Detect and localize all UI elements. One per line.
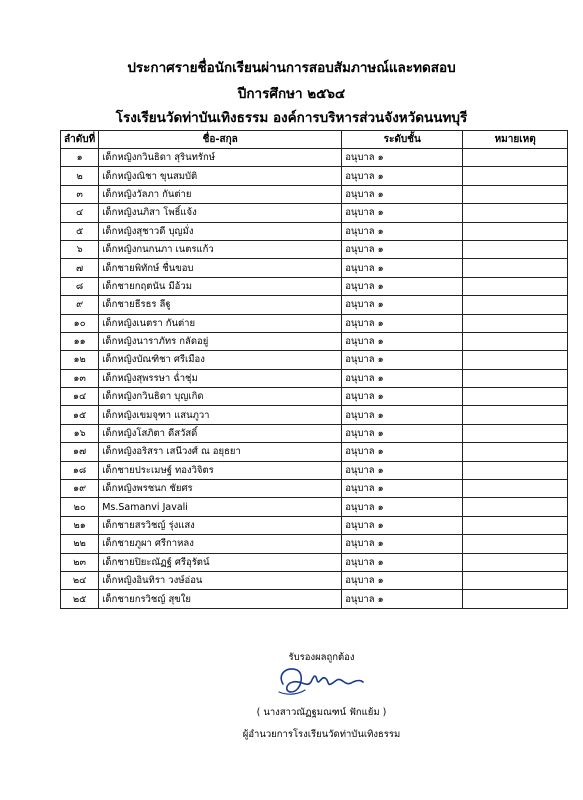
announcement-title: ประกาศรายชื่อนักเรียนผ่านการสอบสัมภาษณ์และทดสอบ [127,60,456,76]
academic-year: ปีการศึกษา ๒๕๖๔ [237,86,346,102]
row-number: ๑๘ [61,461,99,479]
signer-name: ( นางสาวณัฏฐมณฑน์ ฟักแย้ม ) [256,707,387,718]
table-row [61,351,568,369]
signer-position: ผู้อำนวยการโรงเรียนวัดท่าบันเทิงธรรม [242,729,401,740]
student-name: เด็กหญิงพรชนก ชัยศร [99,480,342,498]
remark [463,406,568,424]
row-number: ๒๓ [61,553,99,571]
remark [463,296,568,314]
row-number: ๒๑ [61,516,99,534]
row-number: ๑ [61,149,99,167]
row-number: ๘ [61,277,99,295]
student-name: เด็กหญิงกนกนภา เนตรแก้ว [99,240,342,258]
row-number: ๑๖ [61,424,99,442]
student-name: เด็กหญิงอริสรา เสนีวงศ์ ณ อยุธยา [99,443,342,461]
grade-level: อนุบาล ๑ [342,149,463,167]
row-number: ๖ [61,240,99,258]
remark [463,167,568,185]
grade-level: อนุบาล ๑ [342,369,463,387]
column-header-level: ระดับชั้น [342,131,463,149]
remark [463,351,568,369]
row-number: ๑๓ [61,369,99,387]
grade-level: อนุบาล ๑ [342,406,463,424]
remark [463,424,568,442]
student-name: เด็กหญิงโสภิตา ดีสวัสดิ์ [99,424,342,442]
table-row [61,516,568,534]
grade-level: อนุบาล ๑ [342,185,463,203]
student-name: เด็กหญิงอินทิรา วงษ์อ่อน [99,571,342,589]
remark [463,204,568,222]
row-number: ๒๕ [61,590,99,608]
grade-level: อนุบาล ๑ [342,204,463,222]
grade-level: อนุบาล ๑ [342,351,463,369]
grade-level: อนุบาล ๑ [342,277,463,295]
student-name: เด็กหญิงสุชาวดี บุญมั่ง [99,222,342,240]
column-header-name: ชื่อ-สกุล [99,131,342,149]
student-name: Ms.Samanvi Javali [99,498,342,516]
remark [463,277,568,295]
table-row [61,553,568,571]
row-number: ๑๗ [61,443,99,461]
student-name: เด็กชายพิทักษ์ ชื่นขอบ [99,259,342,277]
row-number: ๗ [61,259,99,277]
student-name: เด็กชายธีรธร ลีฐู [99,296,342,314]
remark [463,461,568,479]
table-row [61,369,568,387]
remark [463,332,568,350]
row-number: ๕ [61,222,99,240]
grade-level: อนุบาล ๑ [342,296,463,314]
row-number: ๒๐ [61,498,99,516]
student-name: เด็กหญิงนภิสา โพธิ์แจ้ง [99,204,342,222]
student-name: เด็กหญิงวัลภา กันต่าย [99,185,342,203]
remark [463,388,568,406]
certification-text: รับรองผลถูกต้อง [288,652,355,663]
table-row [61,590,568,608]
table-row [61,149,568,167]
student-name: เด็กชายกรวิชญ์ สุขใย [99,590,342,608]
table-row [61,204,568,222]
remark [463,498,568,516]
row-number: ๒๔ [61,571,99,589]
remark [463,480,568,498]
grade-level: อนุบาล ๑ [342,480,463,498]
remark [463,149,568,167]
grade-level: อนุบาล ๑ [342,498,463,516]
remark [463,443,568,461]
table-row [61,443,568,461]
school-name: โรงเรียนวัดท่าบันเทิงธรรม องค์การบริหารส่วนจังหวัดนนทบุรี [115,110,468,126]
grade-level: อนุบาล ๑ [342,259,463,277]
table-row [61,498,568,516]
student-name: เด็กชายกฤตนัน มีอ้วม [99,277,342,295]
row-number: ๑๙ [61,480,99,498]
table-row [61,332,568,350]
table-row [61,480,568,498]
table-row [61,277,568,295]
student-name: เด็กหญิงเขมจุฑา แสนภูวา [99,406,342,424]
remark [463,571,568,589]
remark [463,369,568,387]
row-number: ๒๒ [61,535,99,553]
column-header-number: ลำดับที่ [61,131,99,149]
table-row [61,424,568,442]
row-number: ๑๐ [61,314,99,332]
table-row [61,296,568,314]
student-roster-table [60,130,568,609]
row-number: ๑๕ [61,406,99,424]
row-number: ๒ [61,167,99,185]
student-name: เด็กหญิงณิชา ขุนสมบัติ [99,167,342,185]
grade-level: อนุบาล ๑ [342,461,463,479]
remark [463,535,568,553]
row-number: ๑๒ [61,351,99,369]
grade-level: อนุบาล ๑ [342,590,463,608]
row-number: ๔ [61,204,99,222]
student-name: เด็กหญิงนาราภัทร กลัดอยู่ [99,332,342,350]
student-name: เด็กหญิงสุพรรษา ฉ่ำชุ่ม [99,369,342,387]
grade-level: อนุบาล ๑ [342,516,463,534]
table-row [61,535,568,553]
remark [463,553,568,571]
table-row [61,406,568,424]
student-name: เด็กหญิงกวินธิดา บุญเกิด [99,388,342,406]
remark [463,314,568,332]
remark [463,222,568,240]
table-row [61,571,568,589]
signature-image [275,662,365,702]
table-row [61,461,568,479]
grade-level: อนุบาล ๑ [342,314,463,332]
table-header-row [61,131,568,149]
student-name: เด็กชายสรวิชญ์ รุ่งแสง [99,516,342,534]
table-row [61,222,568,240]
remark [463,240,568,258]
student-name: เด็กชายประเมษฐ์ ทองวิจิตร [99,461,342,479]
remark [463,259,568,277]
table-row [61,259,568,277]
table-row [61,388,568,406]
student-name: เด็กชายภูผา ศรีกาหลง [99,535,342,553]
remark [463,516,568,534]
grade-level: อนุบาล ๑ [342,167,463,185]
row-number: ๑๔ [61,388,99,406]
remark [463,185,568,203]
roster-body [61,149,568,609]
column-header-note: หมายเหตุ [463,131,568,149]
row-number: ๑๑ [61,332,99,350]
grade-level: อนุบาล ๑ [342,553,463,571]
student-name: เด็กหญิงบัณฑิชา ศรีเมือง [99,351,342,369]
table-row [61,314,568,332]
grade-level: อนุบาล ๑ [342,571,463,589]
row-number: ๓ [61,185,99,203]
remark [463,590,568,608]
grade-level: อนุบาล ๑ [342,388,463,406]
student-name: เด็กหญิงกวินธิดา สุรินทรักษ์ [99,149,342,167]
grade-level: อนุบาล ๑ [342,424,463,442]
grade-level: อนุบาล ๑ [342,535,463,553]
grade-level: อนุบาล ๑ [342,240,463,258]
grade-level: อนุบาล ๑ [342,332,463,350]
student-name: เด็กชายปิยะณัฏฐ์ ศรีอุรัตน์ [99,553,342,571]
row-number: ๙ [61,296,99,314]
table-row [61,240,568,258]
table-row [61,167,568,185]
grade-level: อนุบาล ๑ [342,222,463,240]
student-name: เด็กหญิงเนตรา กันต่าย [99,314,342,332]
table-row [61,185,568,203]
grade-level: อนุบาล ๑ [342,443,463,461]
